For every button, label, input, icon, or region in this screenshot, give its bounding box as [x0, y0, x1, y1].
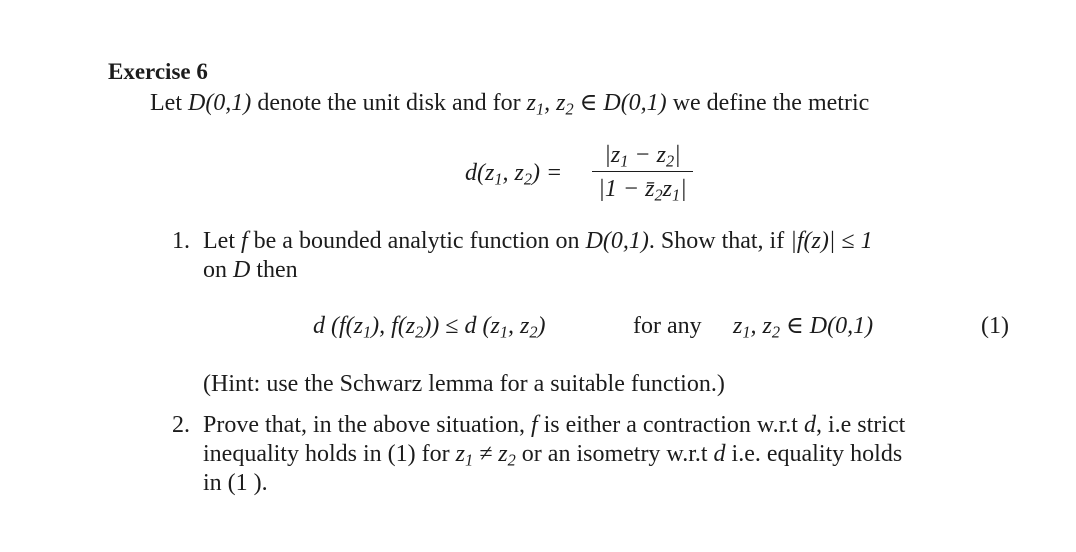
intro-text-2: denote the unit disk and for — [251, 90, 527, 116]
item-2-line-1 — [203, 410, 905, 440]
inequality-display — [313, 311, 874, 342]
metric-lhs: $d(z_1$, $z_2$) = — [465, 160, 563, 189]
hint-text: (Hint: use the Schwarz lemma for a suitable function.) — [203, 371, 725, 397]
item-2-line-3: in (1 ). — [203, 470, 268, 496]
item-2-line2-text-c: or an isometry w.r.t — [515, 441, 714, 467]
item-2-line-2 — [203, 439, 902, 469]
equation-number: (1) — [981, 313, 1009, 339]
metric-denominator: $|1 - z̄_2z_1|$ — [598, 176, 687, 205]
item-1-line-1 — [203, 226, 873, 256]
item-1-text-d: . Show that, if — [648, 228, 791, 254]
intro-math-1: D(0,1) — [187, 90, 252, 116]
item-1-math-f: f — [240, 228, 248, 254]
item-2-line2-text-a: inequality holds in (1) for — [203, 441, 456, 467]
metric-fraction — [590, 140, 695, 204]
exercise-heading: Exercise 6 — [108, 59, 208, 84]
fraction-bar — [592, 171, 693, 172]
item-2-text-a: Prove that, in the above situation, — [203, 412, 531, 438]
item-2-number: 2. — [172, 412, 190, 438]
metric-numerator: $|z_1 - z_2|$ — [604, 142, 681, 171]
item-2-line2-text-e: i.e. equality holds — [725, 441, 903, 467]
item-1-line2-text-a: on — [203, 257, 233, 283]
item-1-text-b: be a bounded analytic function on — [247, 228, 586, 254]
item-2-line2-math-d: d — [713, 441, 726, 467]
item-1-line-2 — [203, 255, 298, 285]
inequality-set: $z_1$, $z_2$ ∈ D(0,1) — [733, 313, 874, 342]
item-2-math-f: f — [530, 412, 538, 438]
intro-text-1: Let — [150, 90, 188, 116]
inequality-expression: d ($f(z_1)$, $f(z_2)) \le d$ ($z_1$, $z_2$) — [313, 313, 546, 342]
item-2-math-d: d — [803, 412, 816, 438]
intro-math-2: $z_1$, $z_2$ ∈ D(0,1) — [526, 90, 667, 119]
item-1-text-a: Let — [203, 228, 241, 254]
item-1-line2-text-c: then — [250, 257, 298, 283]
item-1-number: 1. — [172, 228, 190, 254]
inequality-for-any: for any — [633, 313, 702, 339]
exercise-intro — [150, 88, 869, 118]
intro-text-3: we define the metric — [666, 90, 870, 116]
item-2-text-c: , i.e strict — [815, 412, 906, 438]
item-1-line2-math-d: D — [233, 257, 251, 283]
item-2-line2-math-neq: $z_1 \ne z_2$ — [455, 441, 516, 470]
item-2-text-b: is either a contraction w.r.t — [537, 412, 804, 438]
item-1-math-bound: |f(z)| ≤ 1 — [790, 228, 873, 254]
item-1-math-disk: D(0,1) — [585, 228, 649, 254]
